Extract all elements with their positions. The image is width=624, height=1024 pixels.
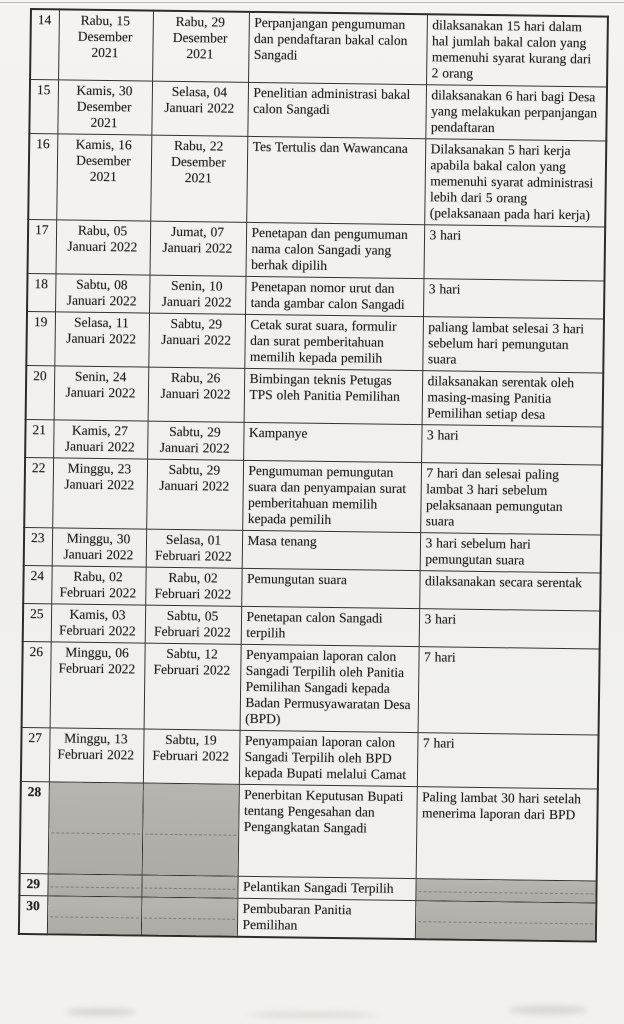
- activity-cell: Penetapan calon Sangadi terpilih: [241, 606, 419, 646]
- row-number-cell: 16: [28, 134, 57, 220]
- activity-cell: Masa tenang: [242, 530, 420, 570]
- row-number-cell: 28: [20, 781, 49, 873]
- table-row: [19, 895, 596, 941]
- activity-cell: Penelitian administrasi bakal calon Sangadi: [247, 82, 426, 138]
- notes-cell: 3 hari: [423, 279, 604, 319]
- notes-cell: Dilaksanakan 5 hari kerja apabila bakal calon yang memenuhi syarat administrasi lebih dari 5 orang (pelaksanaan pada hari kerja): [424, 139, 606, 227]
- notes-cell: dilaksanakan secara serentak: [419, 571, 600, 611]
- table-row: [28, 134, 606, 228]
- notes-cell: dilaksanakan 6 hari bagi Desa yang melakukan perpanjangan pendaftaran: [425, 85, 607, 141]
- activity-cell: Penyampaian laporan calon Sangadi Terpilih oleh BPD kepada Bupati melalui Camat: [239, 730, 418, 786]
- row-number-cell: 29: [19, 873, 47, 895]
- table-row: [28, 219, 606, 281]
- table-row: [24, 457, 602, 535]
- end-date-cell: Senin, 10 Januari 2022: [149, 275, 245, 314]
- activity-cell: Cetak surat suara, formulir dan surat pemberitahuan memilih kepada pemilih: [244, 314, 423, 370]
- start-date-cell: Minggu, 23 Januari 2022: [52, 458, 147, 529]
- notes-cell: paliang lambat selesai 3 hari sebelum hari pemungutan suara: [422, 317, 604, 373]
- table-row: [21, 727, 599, 789]
- start-date-cell: [48, 782, 143, 875]
- start-date-cell: [47, 896, 141, 936]
- row-number-cell: 17: [28, 219, 57, 273]
- start-date-cell: Minggu, 13 Februari 2022: [49, 728, 144, 783]
- notes-cell: Paling lambat 30 hari setelah menerima laporan dari BPD: [416, 787, 598, 881]
- activity-cell: Pelantikan Sangadi Terpilih: [237, 876, 415, 900]
- notes-cell: 3 hari: [423, 225, 605, 281]
- notes-cell: [415, 901, 596, 942]
- notes-cell: 7 hari: [417, 733, 599, 789]
- start-date-cell: Rabu, 02 Februari 2022: [51, 566, 145, 605]
- start-date-cell: Kamis, 16 Desember 2021: [56, 134, 151, 221]
- start-date-cell: Kamis, 27 Januari 2022: [53, 420, 147, 459]
- start-date-cell: Rabu, 15 Desember 2021: [58, 9, 153, 81]
- end-date-cell: Sabtu, 29 Januari 2022: [146, 459, 243, 530]
- start-date-cell: Sabtu, 08 Januari 2022: [55, 274, 149, 313]
- activity-cell: Tes Tertulis dan Wawancana: [246, 136, 425, 224]
- end-date-cell: [142, 783, 239, 876]
- end-date-cell: [141, 897, 237, 937]
- end-date-cell: Sabtu, 29 Januari 2022: [148, 313, 245, 368]
- notes-cell: 3 hari sebelum hari pemungutan suara: [420, 533, 601, 573]
- table-row: [22, 641, 600, 735]
- notes-cell: 7 hari dan selesai paling lambat 3 hari sebelum pelaksanaan pemungutan suara: [420, 463, 602, 535]
- notes-cell: 3 hari: [421, 425, 602, 465]
- schedule-table-body: [19, 9, 608, 941]
- start-date-cell: Kamis, 03 Februari 2022: [51, 604, 145, 643]
- activity-cell: Penyampaian laporan calon Sangadi Terpilih oleh Panitia Pemilihan Sangadi kepada Badan Permusyawaratan Desa (BPD): [240, 644, 419, 732]
- start-date-cell: Selasa, 11 Januari 2022: [54, 312, 149, 367]
- activity-cell: Penetapan nomor urut dan tanda gambar calon Sangadi: [245, 276, 423, 316]
- row-number-cell: 23: [24, 527, 52, 565]
- table-row: [26, 311, 604, 373]
- end-date-cell: Sabtu, 12 Februari 2022: [144, 643, 241, 730]
- start-date-cell: [47, 874, 141, 897]
- activity-cell: Penerbitan Keputusan Bupati tentang Pengesahan dan Pengangkatan Sangadi: [238, 784, 417, 878]
- row-number-cell: 27: [21, 727, 50, 781]
- row-number-cell: 14: [30, 9, 59, 80]
- start-date-cell: Rabu, 05 Januari 2022: [56, 220, 151, 275]
- row-number-cell: 26: [22, 641, 51, 727]
- end-date-cell: Sabtu, 05 Februari 2022: [145, 605, 241, 644]
- start-date-cell: Kamis, 30 Desember 2021: [57, 80, 152, 135]
- notes-cell: [415, 879, 596, 903]
- activity-cell: Penetapan dan pengumuman nama calon Sangadi yang berhak dipilih: [246, 222, 425, 278]
- notes-cell: dilaksanakan 15 hari dalam hal jumlah bakal calon yang memenuhi syarat kurang dari 2 orang: [426, 14, 608, 87]
- row-number-cell: 30: [19, 895, 48, 934]
- table-row: [20, 781, 598, 881]
- row-number-cell: 24: [23, 565, 51, 603]
- notes-cell: 7 hari: [418, 647, 600, 735]
- activity-cell: Bimbingan teknis Petugas TPS oleh Panitia Pemilihan: [244, 368, 423, 424]
- row-number-cell: 19: [26, 311, 55, 365]
- scan-smudge: [66, 1008, 136, 1016]
- scan-smudge: [248, 1012, 378, 1018]
- end-date-cell: Selasa, 04 Januari 2022: [151, 81, 248, 136]
- scan-smudge: [508, 1005, 588, 1015]
- table-row: [29, 80, 607, 142]
- row-number-cell: 25: [23, 603, 51, 641]
- end-date-cell: Jumat, 07 Januari 2022: [150, 221, 247, 276]
- end-date-cell: Rabu, 02 Februari 2022: [145, 567, 241, 606]
- schedule-table-wrap: [18, 8, 607, 942]
- start-date-cell: Senin, 24 Januari 2022: [54, 366, 149, 421]
- activity-cell: Perpanjangan pengumuman dan pendaftaran bakal calon Sangadi: [248, 12, 427, 85]
- row-number-cell: 22: [24, 457, 53, 527]
- schedule-table: [18, 8, 609, 942]
- end-date-cell: Rabu, 22 Desember 2021: [150, 135, 247, 222]
- table-row: [26, 365, 604, 427]
- end-date-cell: Sabtu, 29 Januari 2022: [147, 421, 243, 460]
- notes-cell: dilaksanakan serentak oleh masing-masing Panitia Pemilihan setiap desa: [422, 371, 604, 427]
- start-date-cell: Minggu, 30 Januari 2022: [52, 528, 146, 567]
- row-number-cell: 18: [27, 273, 55, 311]
- row-number-cell: 20: [26, 365, 55, 419]
- scan-edge-line: [0, 2, 624, 3]
- end-date-cell: Selasa, 01 Februari 2022: [146, 529, 242, 568]
- row-number-cell: 15: [29, 80, 58, 134]
- table-row: [30, 9, 608, 87]
- activity-cell: Pembubaran Panitia Pemilihan: [237, 898, 415, 939]
- start-date-cell: Minggu, 06 Februari 2022: [50, 642, 145, 729]
- activity-cell: Pemungutan suara: [241, 568, 419, 608]
- notes-cell: 3 hari: [419, 609, 600, 649]
- end-date-cell: Rabu, 29 Desember 2021: [152, 11, 249, 83]
- activity-cell: Pengumuman pemungutan suara dan penyampaian surat pemberitahuan memilih kepada pemilih: [242, 460, 421, 532]
- row-number-cell: 21: [25, 419, 53, 457]
- end-date-cell: [141, 875, 237, 898]
- end-date-cell: Sabtu, 19 Februari 2022: [143, 729, 240, 784]
- activity-cell: Kampanye: [243, 422, 421, 462]
- end-date-cell: Rabu, 26 Januari 2022: [148, 367, 245, 422]
